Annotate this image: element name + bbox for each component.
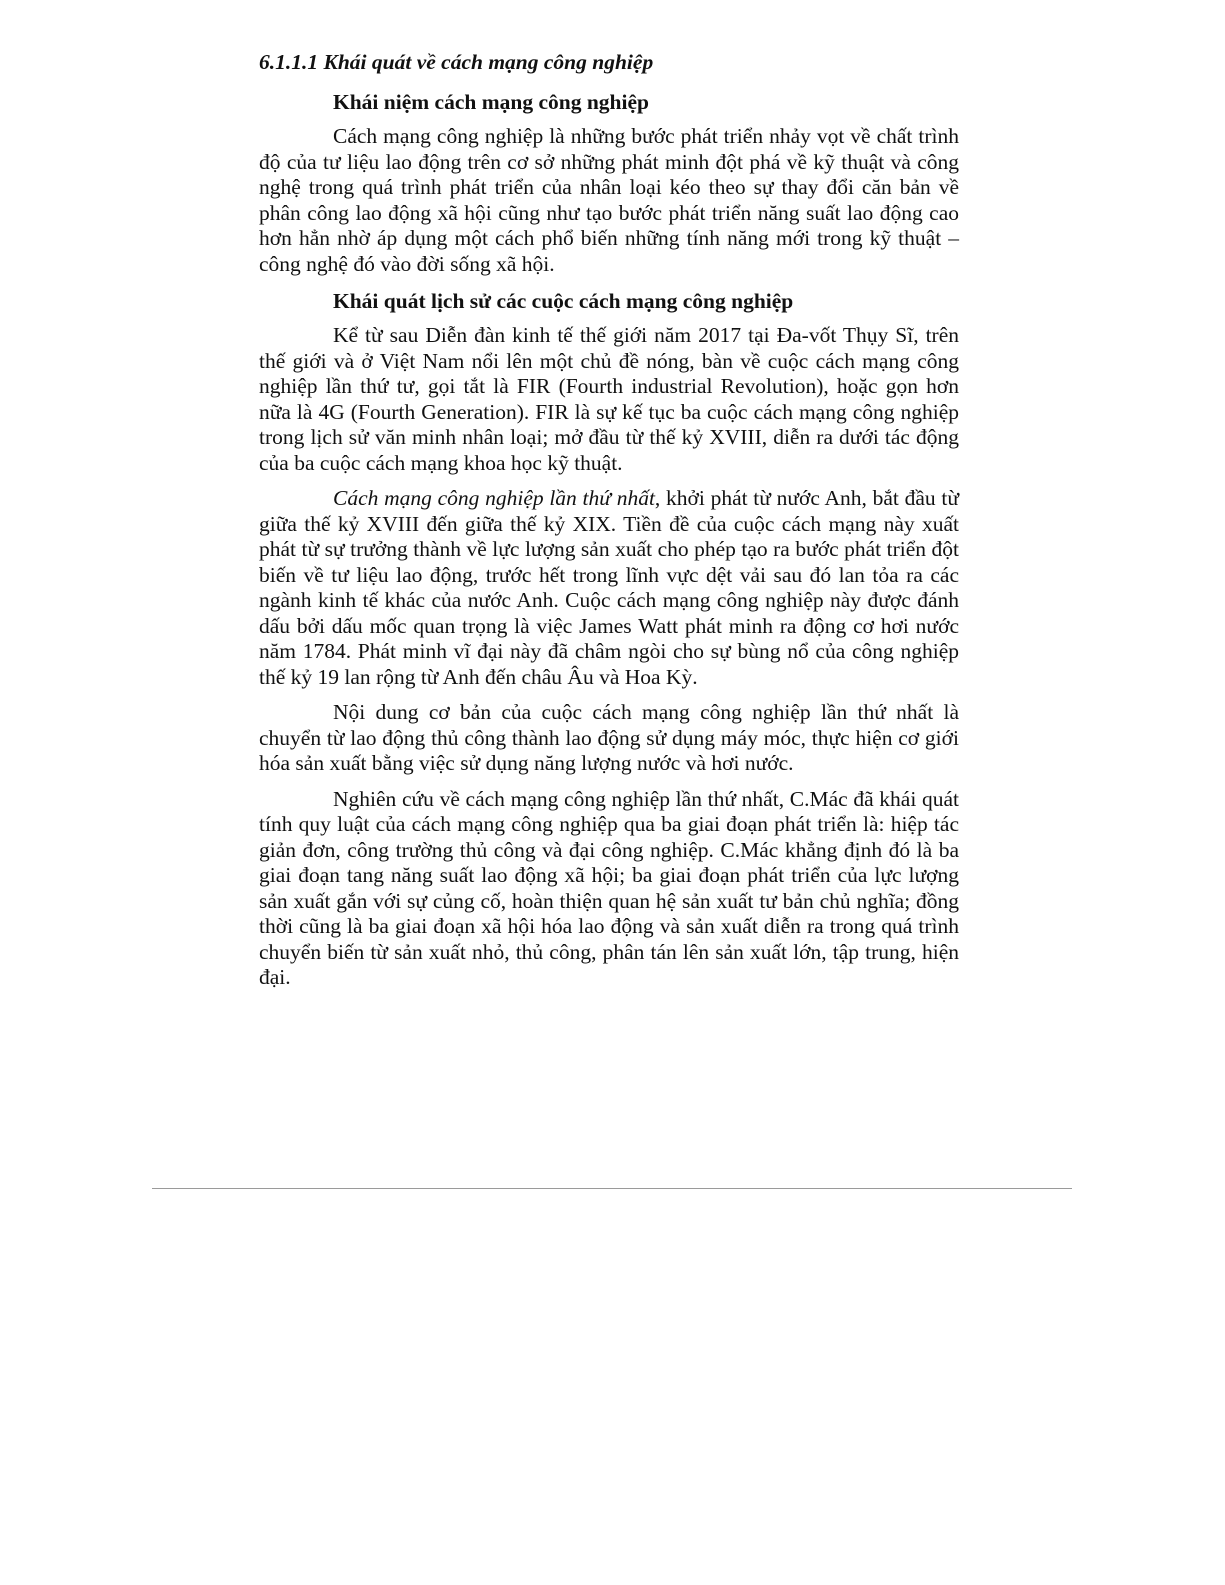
paragraph-history-intro: Kể từ sau Diễn đàn kinh tế thế giới năm 2017 tại Đa-vốt Thụy Sĩ, trên thế giới và ở Việt Nam nổi lên một chủ đề nóng, bàn về cuộc cách mạng công nghiệp lần thứ tư, gọi tắt là FIR (Fourth industrial Revolution), hoặc gọn hơn nữa là 4G (Fourth Generation). FIR là sự kế tục ba cuộc cách mạng công nghiệp trong lịch sử văn minh nhân loại; mở đầu từ thế kỷ XVIII, diễn ra dưới tác động của ba cuộc cách mạng khoa học kỹ thuật. [259, 323, 959, 475]
page-divider [152, 1188, 1072, 1189]
first-revolution-text: , khởi phát từ nước Anh, bắt đầu từ giữa thế kỷ XVIII đến giữa thế kỷ XIX. Tiền đề của cuộc cách mạng này xuất phát từ sự trưởng thành về lực lượng sản xuất cho phép tạo ra bước phát triển đột biến về tư liệu lao động, trước hết trong lĩnh vực dệt vải sau đó lan tỏa ra các ngành kinh tế khác của nước Anh. Cuộc cách mạng công nghiệp này được đánh dấu bởi dấu mốc quan trọng là việc James Watt phát minh ra động cơ hơi nước năm 1784. Phát minh vĩ đại này đã châm ngòi cho sự bùng nổ của công nghiệp thế kỷ 19 lan rộng từ Anh đến châu Âu và Hoa Kỳ. [259, 486, 959, 689]
first-revolution-term: Cách mạng công nghiệp lần thứ nhất [333, 486, 655, 510]
paragraph-first-revolution [259, 486, 959, 690]
subheading-concept: Khái niệm cách mạng công nghiệp [333, 90, 649, 114]
document-body [259, 48, 959, 1001]
paragraph-concept: Cách mạng công nghiệp là những bước phát triển nhảy vọt về chất trình độ của tư liệu lao động trên cơ sở những phát minh đột phá về kỹ thuật và công nghệ trong quá trình phát triển của nhân loại kéo theo sự thay đổi căn bản về phân công lao động xã hội cũng như tạo bước phát triển năng suất lao động cao hơn hẳn nhờ áp dụng một cách phổ biến những tính năng mới trong kỹ thuật – công nghệ đó vào đời sống xã hội. [259, 124, 959, 276]
paragraph-first-revolution-content: Nội dung cơ bản của cuộc cách mạng công nghiệp lần thứ nhất là chuyển từ lao động thủ công thành lao động sử dụng máy móc, thực hiện cơ giới hóa sản xuất bằng việc sử dụng năng lượng nước và hơi nước. [259, 700, 959, 775]
subheading-history: Khái quát lịch sử các cuộc cách mạng công nghiệp [333, 289, 794, 313]
paragraph-marx-analysis: Nghiên cứu về cách mạng công nghiệp lần thứ nhất, C.Mác đã khái quát tính quy luật của cách mạng công nghiệp qua ba giai đoạn phát triển là: hiệp tác giản đơn, công trường thủ công và đại công nghiệp. C.Mác khẳng định đó là ba giai đoạn tang năng suất lao động xã hội; ba giai đoạn phát triển của lực lượng sản xuất gắn với sự củng cố, hoàn thiện quan hệ sản xuất tư bản chủ nghĩa; đồng thời cũng là ba giai đoạn xã hội hóa lao động và sản xuất diễn ra trong quá trình chuyển biến từ sản xuất nhỏ, thủ công, phân tán lên sản xuất lớn, tập trung, hiện đại. [259, 786, 959, 989]
section-heading: 6.1.1.1 Khái quát về cách mạng công nghiệp [259, 50, 654, 74]
